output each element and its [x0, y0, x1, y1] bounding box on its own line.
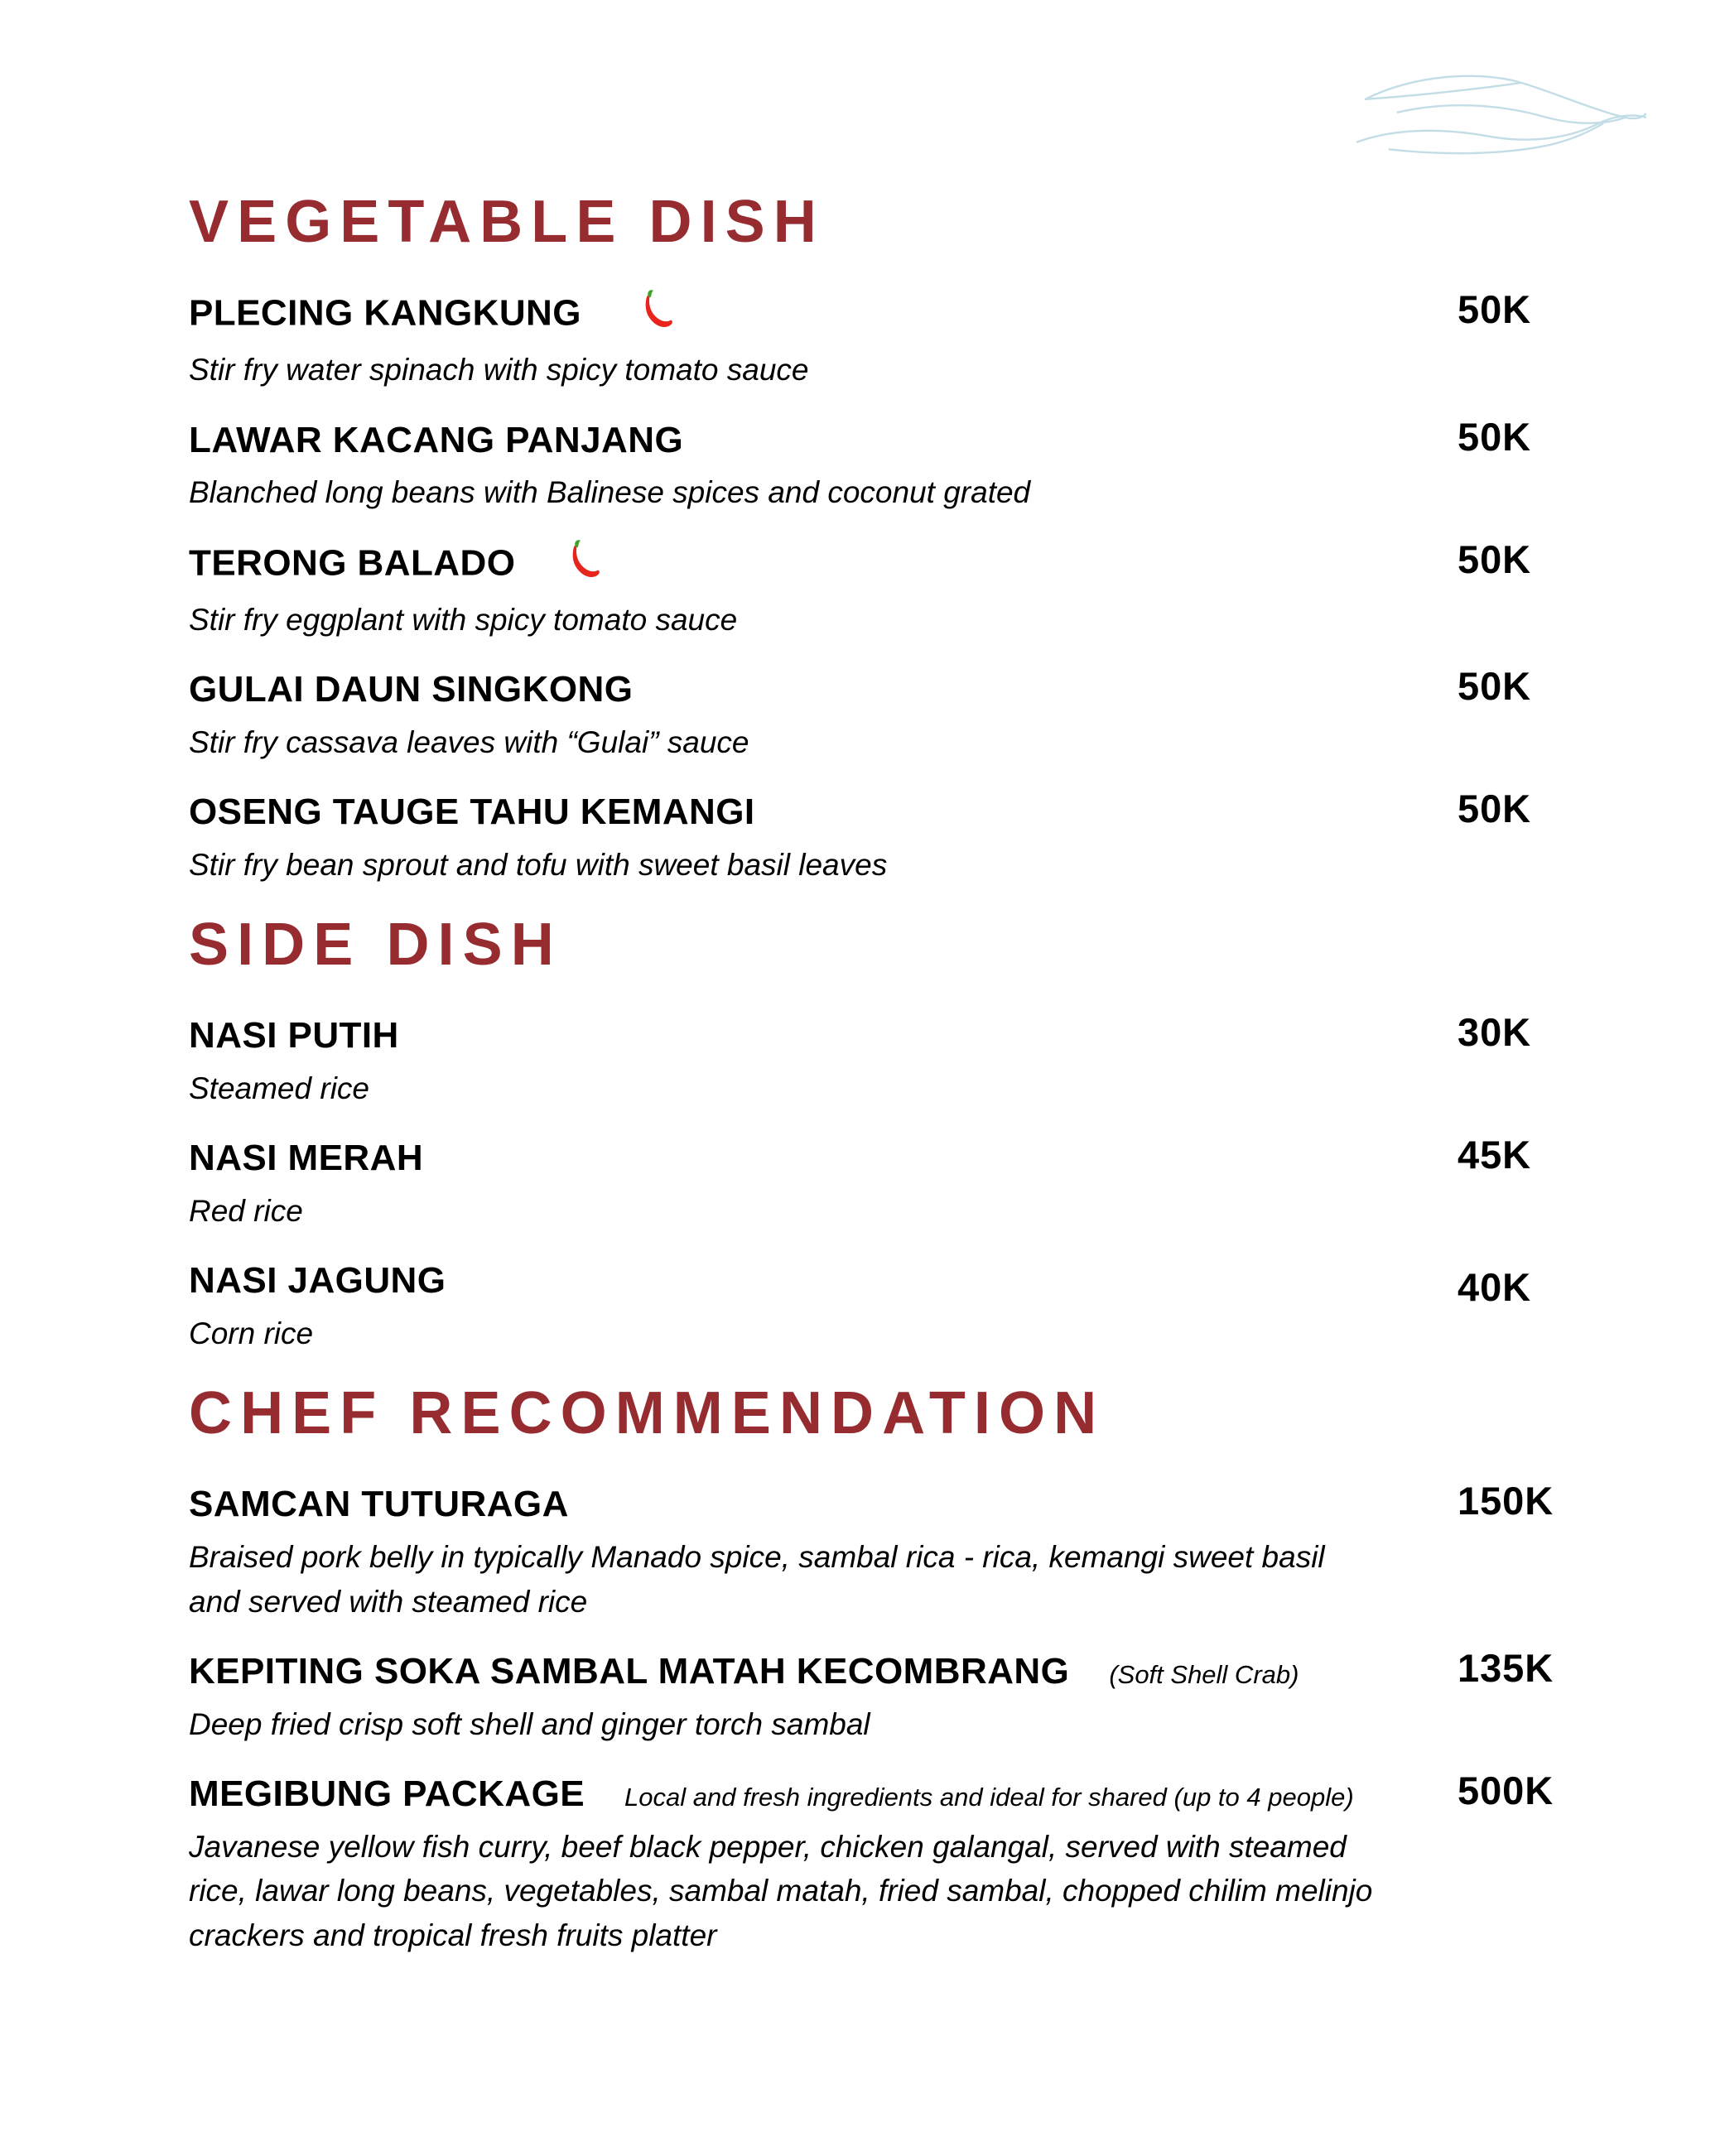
section-items — [189, 1010, 1613, 1355]
menu-content — [189, 189, 1613, 1985]
menu-item — [189, 1646, 1613, 1746]
menu-item — [189, 287, 1613, 392]
menu-item-header — [189, 537, 1613, 588]
menu-item-description: Javanese yellow fish curry, beef black pepper, chicken galangal, served with steamed rice, lawar long beans, vegetables, sambal matah, fried sambal, chopped chilim melinjo crackers and tropical fresh fruits platter — [189, 1829, 1373, 1952]
menu-item — [189, 787, 1613, 887]
menu-item-price: 50K — [1458, 414, 1532, 459]
menu-item-header — [189, 664, 1613, 710]
menu-item-price: 135K — [1458, 1646, 1554, 1691]
menu-item-description: Deep fried crisp soft shell and ginger torch sambal — [189, 1706, 870, 1741]
menu-item — [189, 1010, 1613, 1110]
menu-item-name: MEGIBUNG PACKAGE — [189, 1773, 585, 1815]
menu-item-price: 500K — [1458, 1769, 1554, 1813]
chili-icon — [558, 538, 603, 583]
wave-logo — [1352, 66, 1649, 166]
menu-item-description: Stir fry cassava leaves with “Gulai” sauce — [189, 724, 749, 759]
menu-item-header — [189, 1479, 1613, 1525]
section-chef-recommendation — [189, 1380, 1613, 1957]
menu-item-name: NASI PUTIH — [189, 1015, 399, 1056]
menu-item-description: Steamed rice — [189, 1071, 369, 1105]
menu-item-name: LAWAR KACANG PANJANG — [189, 419, 684, 460]
menu-item — [189, 1479, 1613, 1624]
menu-item-price: 50K — [1458, 787, 1532, 831]
menu-item-header — [189, 1133, 1613, 1179]
menu-item-header — [189, 787, 1613, 833]
menu-item-header — [189, 1010, 1613, 1056]
menu-item — [189, 1261, 1613, 1355]
menu-item-header — [189, 1260, 1613, 1310]
menu-item-header — [189, 1769, 1613, 1815]
menu-item-description: Stir fry water spinach with spicy tomato sauce — [189, 353, 809, 387]
menu-item-name: NASI MERAH — [189, 1138, 424, 1179]
menu-item — [189, 1133, 1613, 1233]
menu-item-name: OSENG TAUGE TAHU KEMANGI — [189, 792, 755, 833]
menu-item-price: 30K — [1458, 1010, 1532, 1055]
section-items — [189, 287, 1613, 887]
menu-item-header — [189, 414, 1613, 460]
menu-item-description: Stir fry eggplant with spicy tomato sauce — [189, 602, 738, 637]
menu-item-description: Stir fry bean sprout and tofu with sweet basil leaves — [189, 847, 888, 882]
menu-item-price: 50K — [1458, 664, 1532, 709]
menu-item — [189, 414, 1613, 515]
menu-item-note: Local and fresh ingredients and ideal for shared (up to 4 people) — [624, 1783, 1354, 1812]
menu-item-price: 150K — [1458, 1479, 1554, 1523]
menu-item-price: 50K — [1458, 537, 1532, 581]
menu-item-description: Corn rice — [189, 1316, 314, 1350]
section-title: VEGETABLE DISH — [189, 189, 825, 255]
menu-item-name: PLECING KANGKUNG — [189, 292, 581, 334]
section-items — [189, 1479, 1613, 1957]
menu-item-name: SAMCAN TUTURAGA — [189, 1484, 569, 1525]
chili-icon — [631, 288, 676, 333]
menu-item — [189, 664, 1613, 764]
menu-item-name: GULAI DAUN SINGKONG — [189, 669, 634, 710]
menu-item-description: Blanched long beans with Balinese spices and coconut grated — [189, 475, 1031, 510]
section-title: SIDE DISH — [189, 912, 562, 979]
menu-item — [189, 537, 1613, 642]
section-side-dish — [189, 912, 1613, 1355]
menu-item-name: KEPITING SOKA SAMBAL MATAH KECOMBRANG — [189, 1651, 1070, 1692]
section-title: CHEF RECOMMENDATION — [189, 1380, 1106, 1447]
menu-item-description: Braised pork belly in typically Manado spice, sambal rica - rica, kemangi sweet basil and served with steamed rice — [189, 1539, 1325, 1619]
menu-item — [189, 1769, 1613, 1957]
menu-item-name: NASI JAGUNG — [189, 1260, 446, 1302]
section-vegetable-dish — [189, 189, 1613, 887]
menu-item-name: TERONG BALADO — [189, 542, 516, 584]
menu-item-description: Red rice — [189, 1193, 303, 1228]
menu-item-header — [189, 1646, 1613, 1692]
menu-item-header — [189, 287, 1613, 338]
menu-item-price: 50K — [1458, 287, 1532, 331]
menu-item-price: 45K — [1458, 1133, 1532, 1177]
menu-item-note: (Soft Shell Crab) — [1109, 1660, 1299, 1690]
menu-item-price: 40K — [1458, 1265, 1532, 1310]
